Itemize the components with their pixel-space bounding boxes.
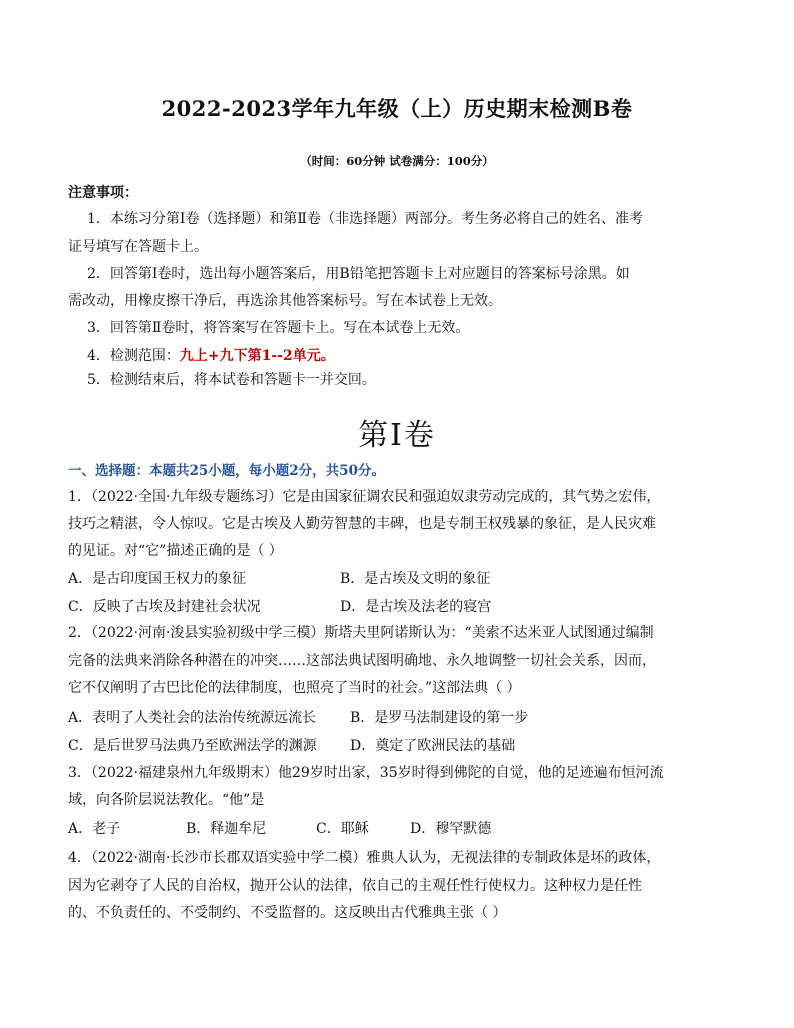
question-3-option-a[interactable]: A．老子: [68, 821, 121, 837]
question-3-stem-line-2: 域，向各阶层说法教化。“他”是: [68, 792, 265, 808]
page-title: 2022-2023学年九年级（上）历史期末检测B卷: [161, 96, 633, 121]
question-1-stem-line-3: 的见证。对“它”描述正确的是（ ）: [68, 543, 283, 559]
question-2-option-d[interactable]: D．奠定了欧洲民法的基础: [350, 738, 516, 754]
question-3-option-c[interactable]: C．耶稣: [316, 821, 369, 837]
question-3-stem-line-1: 3．（2022·福建泉州九年级期末）他29岁时出家，35岁时得到佛陀的自觉，他的足迹遍布恒河流: [68, 765, 664, 781]
section-title: 一、选择题：本题共25小题，每小题2分，共50分。: [68, 463, 385, 479]
notes-heading: 注意事项：: [68, 185, 138, 201]
note-item-1-line-1: 1．本练习分第Ⅰ卷（选择题）和第Ⅱ卷（非选择题）两部分。考生务必将自己的姓名、准考: [87, 211, 643, 227]
question-2-stem-line-2: 完备的法典来消除各种潜在的冲突……这部法典试图明确地、永久地调整一切社会关系，因而，: [68, 653, 656, 669]
question-1-option-a[interactable]: A．是古印度国王权力的象征: [68, 571, 247, 587]
note-item-5: 5．检测结束后，将本试卷和答题卡一并交回。: [87, 372, 376, 388]
note-item-2-line-1: 2．回答第Ⅰ卷时，选出每小题答案后，用B铅笔把答题卡上对应题目的答案标号涂黑。如: [87, 266, 630, 282]
part-title: 第Ⅰ卷: [358, 418, 436, 453]
question-1-option-b[interactable]: B．是古埃及文明的象征: [340, 571, 491, 587]
note-item-4-prefix: 4．检测范围：: [87, 348, 180, 364]
note-item-2-line-2: 需改动，用橡皮擦干净后，再选涂其他答案标号。写在本试卷上无效。: [68, 293, 502, 309]
exam-scope-highlight: 九上+九下第1--2单元。: [179, 348, 335, 364]
note-item-1-line-2: 证号填写在答题卡上。: [68, 239, 208, 255]
question-2-stem-line-3: 它不仅阐明了古巴比伦的法律制度，也照亮了当时的社会。”这部法典（ ）: [68, 680, 521, 696]
question-1-option-c[interactable]: C．反映了古埃及封建社会状况: [68, 599, 261, 615]
question-2-stem-line-1: 2．（2022·河南·浚县实验初级中学三模）斯塔夫里阿诺斯认为：“美索不达米亚人试图通过编制: [68, 625, 654, 641]
note-item-4: [87, 346, 335, 366]
question-2-option-a[interactable]: A．表明了人类社会的法治传统源远流长: [68, 710, 317, 726]
question-4-stem-line-3: 的、不负责任的、不受制约、不受监督的。这反映出古代雅典主张（ ）: [68, 905, 507, 921]
question-3-option-b[interactable]: B．释迦牟尼: [186, 821, 267, 837]
question-4-stem-line-2: 因为它剥夺了人民的自治权，抛开公认的法律，依自己的主观任性行使权力。这种权力是任性: [68, 878, 642, 894]
question-2-option-b[interactable]: B．是罗马法制建设的第一步: [350, 710, 529, 726]
question-4-stem-line-1: 4．（2022·湖南·长沙市长郡双语实验中学二模）雅典人认为，无视法律的专制政体是坏的政体，: [68, 850, 661, 866]
question-1-option-d[interactable]: D．是古埃及法老的寝宫: [340, 599, 492, 615]
note-item-3: 3．回答第Ⅱ卷时，将答案写在答题卡上。写在本试卷上无效。: [87, 320, 470, 336]
exam-time-score: （时间：60分钟 试卷满分：100分）: [300, 154, 494, 168]
question-3-option-d[interactable]: D．穆罕默德: [410, 821, 492, 837]
question-2-option-c[interactable]: C．是后世罗马法典乃至欧洲法学的渊源: [68, 738, 317, 754]
question-1-stem-line-1: 1．（2022·全国·九年级专题练习）它是由国家征调农民和强迫奴隶劳动完成的，其气势之宏伟，: [68, 489, 661, 505]
question-1-stem-line-2: 技巧之精湛，令人惊叹。它是古埃及人勤劳智慧的丰碑，也是专制王权残暴的象征，是人民灾难: [68, 516, 656, 532]
